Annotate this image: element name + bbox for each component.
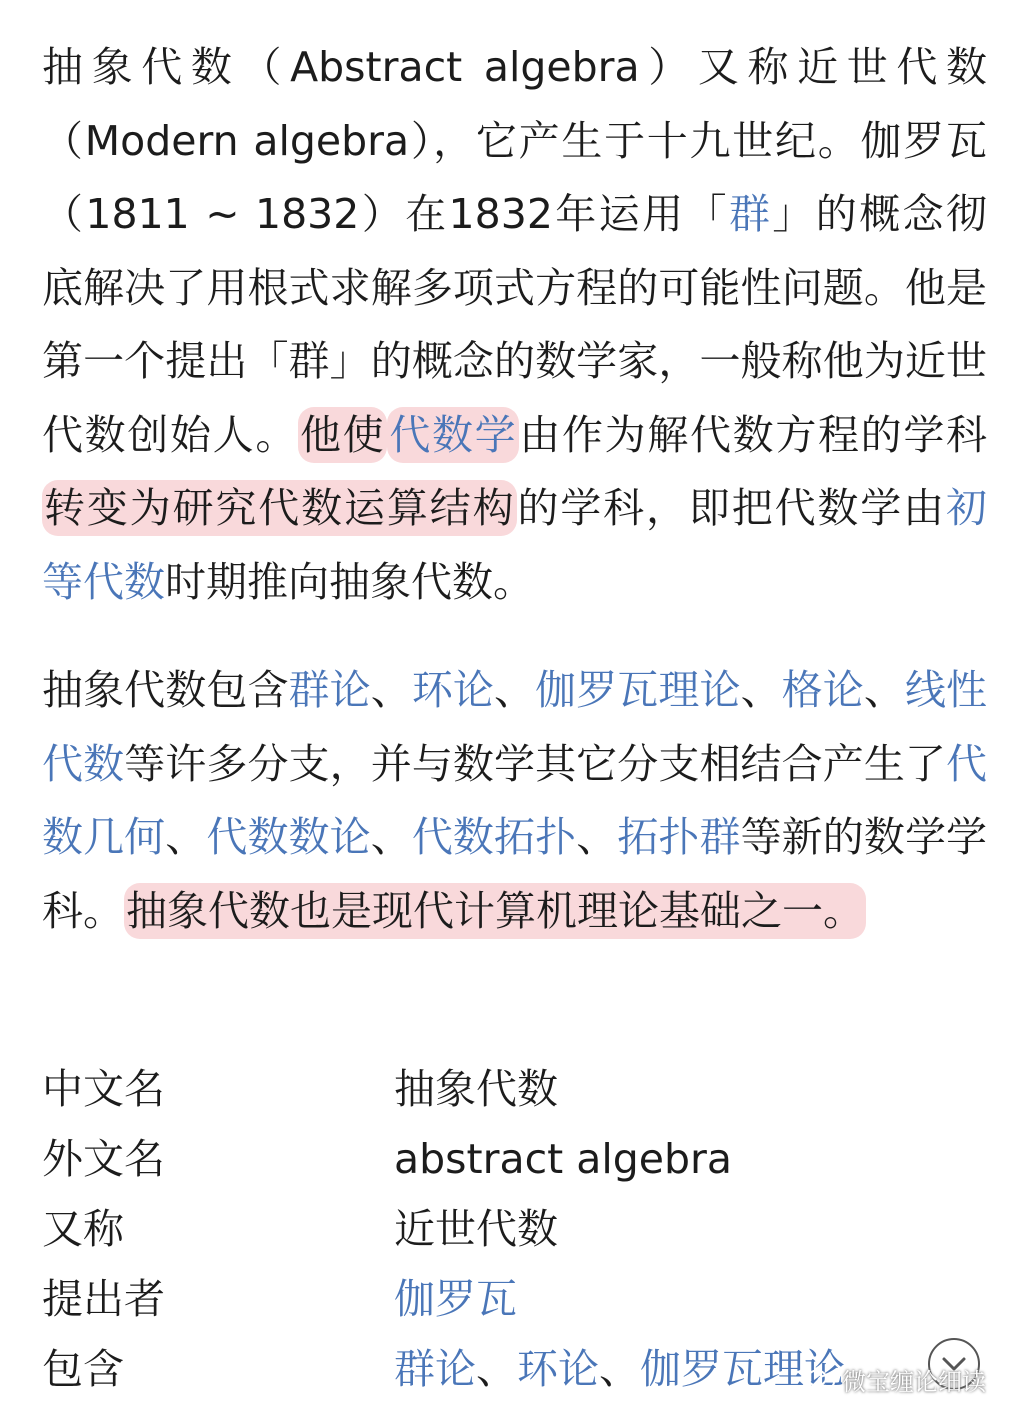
intro-text: 时期推向抽象代数。	[165, 557, 534, 606]
branches-link[interactable]: 群论	[288, 666, 371, 714]
watermark-text: 微宝缠论细读	[842, 1368, 986, 1396]
branches-text: 、	[740, 666, 782, 714]
branches-link[interactable]: 代数数论	[206, 813, 371, 861]
branches-text: 、	[370, 666, 412, 714]
infobox-label: 外文名	[42, 1135, 165, 1183]
infobox-label: 包含	[42, 1345, 124, 1393]
intro-text-highlighted: 他使	[298, 407, 387, 463]
branches-link[interactable]: 线性代数	[42, 666, 988, 788]
branches-text: 抽象代数包含	[42, 666, 289, 714]
branches-link[interactable]: 拓扑群	[617, 813, 741, 861]
includes-link-galois-theory[interactable]: 伽罗瓦理论	[640, 1345, 845, 1393]
branches-text-highlighted: 抽象代数也是现代计算机理论基础之一。	[124, 883, 866, 939]
proposer-link[interactable]: 伽罗瓦	[394, 1275, 517, 1323]
branches-link[interactable]: 格论	[781, 666, 864, 714]
infobox-value: abstract algebra	[394, 1135, 732, 1183]
intro-link[interactable]: 群	[728, 190, 773, 238]
intro-link[interactable]: 初等代数	[42, 484, 988, 606]
branches-text: 、	[494, 666, 536, 714]
branches-text: 等新的数学学科。	[42, 813, 988, 935]
includes-link-ring-theory[interactable]: 环论	[517, 1345, 599, 1393]
branches-link[interactable]: 伽罗瓦理论	[535, 666, 741, 714]
intro-link-highlighted[interactable]: 代数学	[387, 407, 519, 463]
branches-text: 、	[370, 813, 412, 861]
wechat-icon	[806, 1368, 836, 1392]
intro-text: 」的概念彻底解决了用根式求解多项式方程的可能性问题。他是第一个提出「群」的概念的数学家，一般称他为近世代数创始人。	[42, 190, 988, 459]
intro-text: 的学科，即把代数学由	[517, 484, 947, 532]
branches-text: 、	[165, 813, 207, 861]
branches-link[interactable]: 环论	[411, 666, 495, 714]
infobox-label: 中文名	[42, 1065, 165, 1113]
intro-paragraph	[42, 31, 987, 619]
intro-text: 抽象代数（Abstract algebra）又称近世代数（Modern algebra），它产生于十九世纪。伽罗瓦（1811 ~ 1832）在1832年运用「	[42, 43, 987, 238]
branches-text: 、	[863, 666, 905, 714]
infobox-label: 提出者	[42, 1275, 165, 1323]
intro-text-highlighted: 转变为研究代数运算结构	[42, 480, 517, 536]
branches-paragraph	[42, 654, 987, 948]
includes-value	[394, 1334, 845, 1404]
branches-text: 等许多分支，并与数学其它分支相结合产生了	[124, 739, 947, 788]
branches-text: 、	[576, 813, 618, 861]
separator: 、	[476, 1345, 517, 1393]
infobox-label: 又称	[42, 1205, 124, 1253]
includes-link-group-theory[interactable]: 群论	[394, 1345, 476, 1393]
infobox-value: 近世代数	[394, 1205, 558, 1253]
branches-link[interactable]: 代数几何	[42, 739, 988, 861]
infobox-value: 抽象代数	[394, 1065, 558, 1113]
intro-text: 由作为解代数方程的学科	[519, 410, 988, 459]
branches-link[interactable]: 代数拓扑	[411, 813, 577, 861]
separator: 、	[599, 1345, 640, 1393]
wechat-watermark	[806, 1362, 986, 1397]
